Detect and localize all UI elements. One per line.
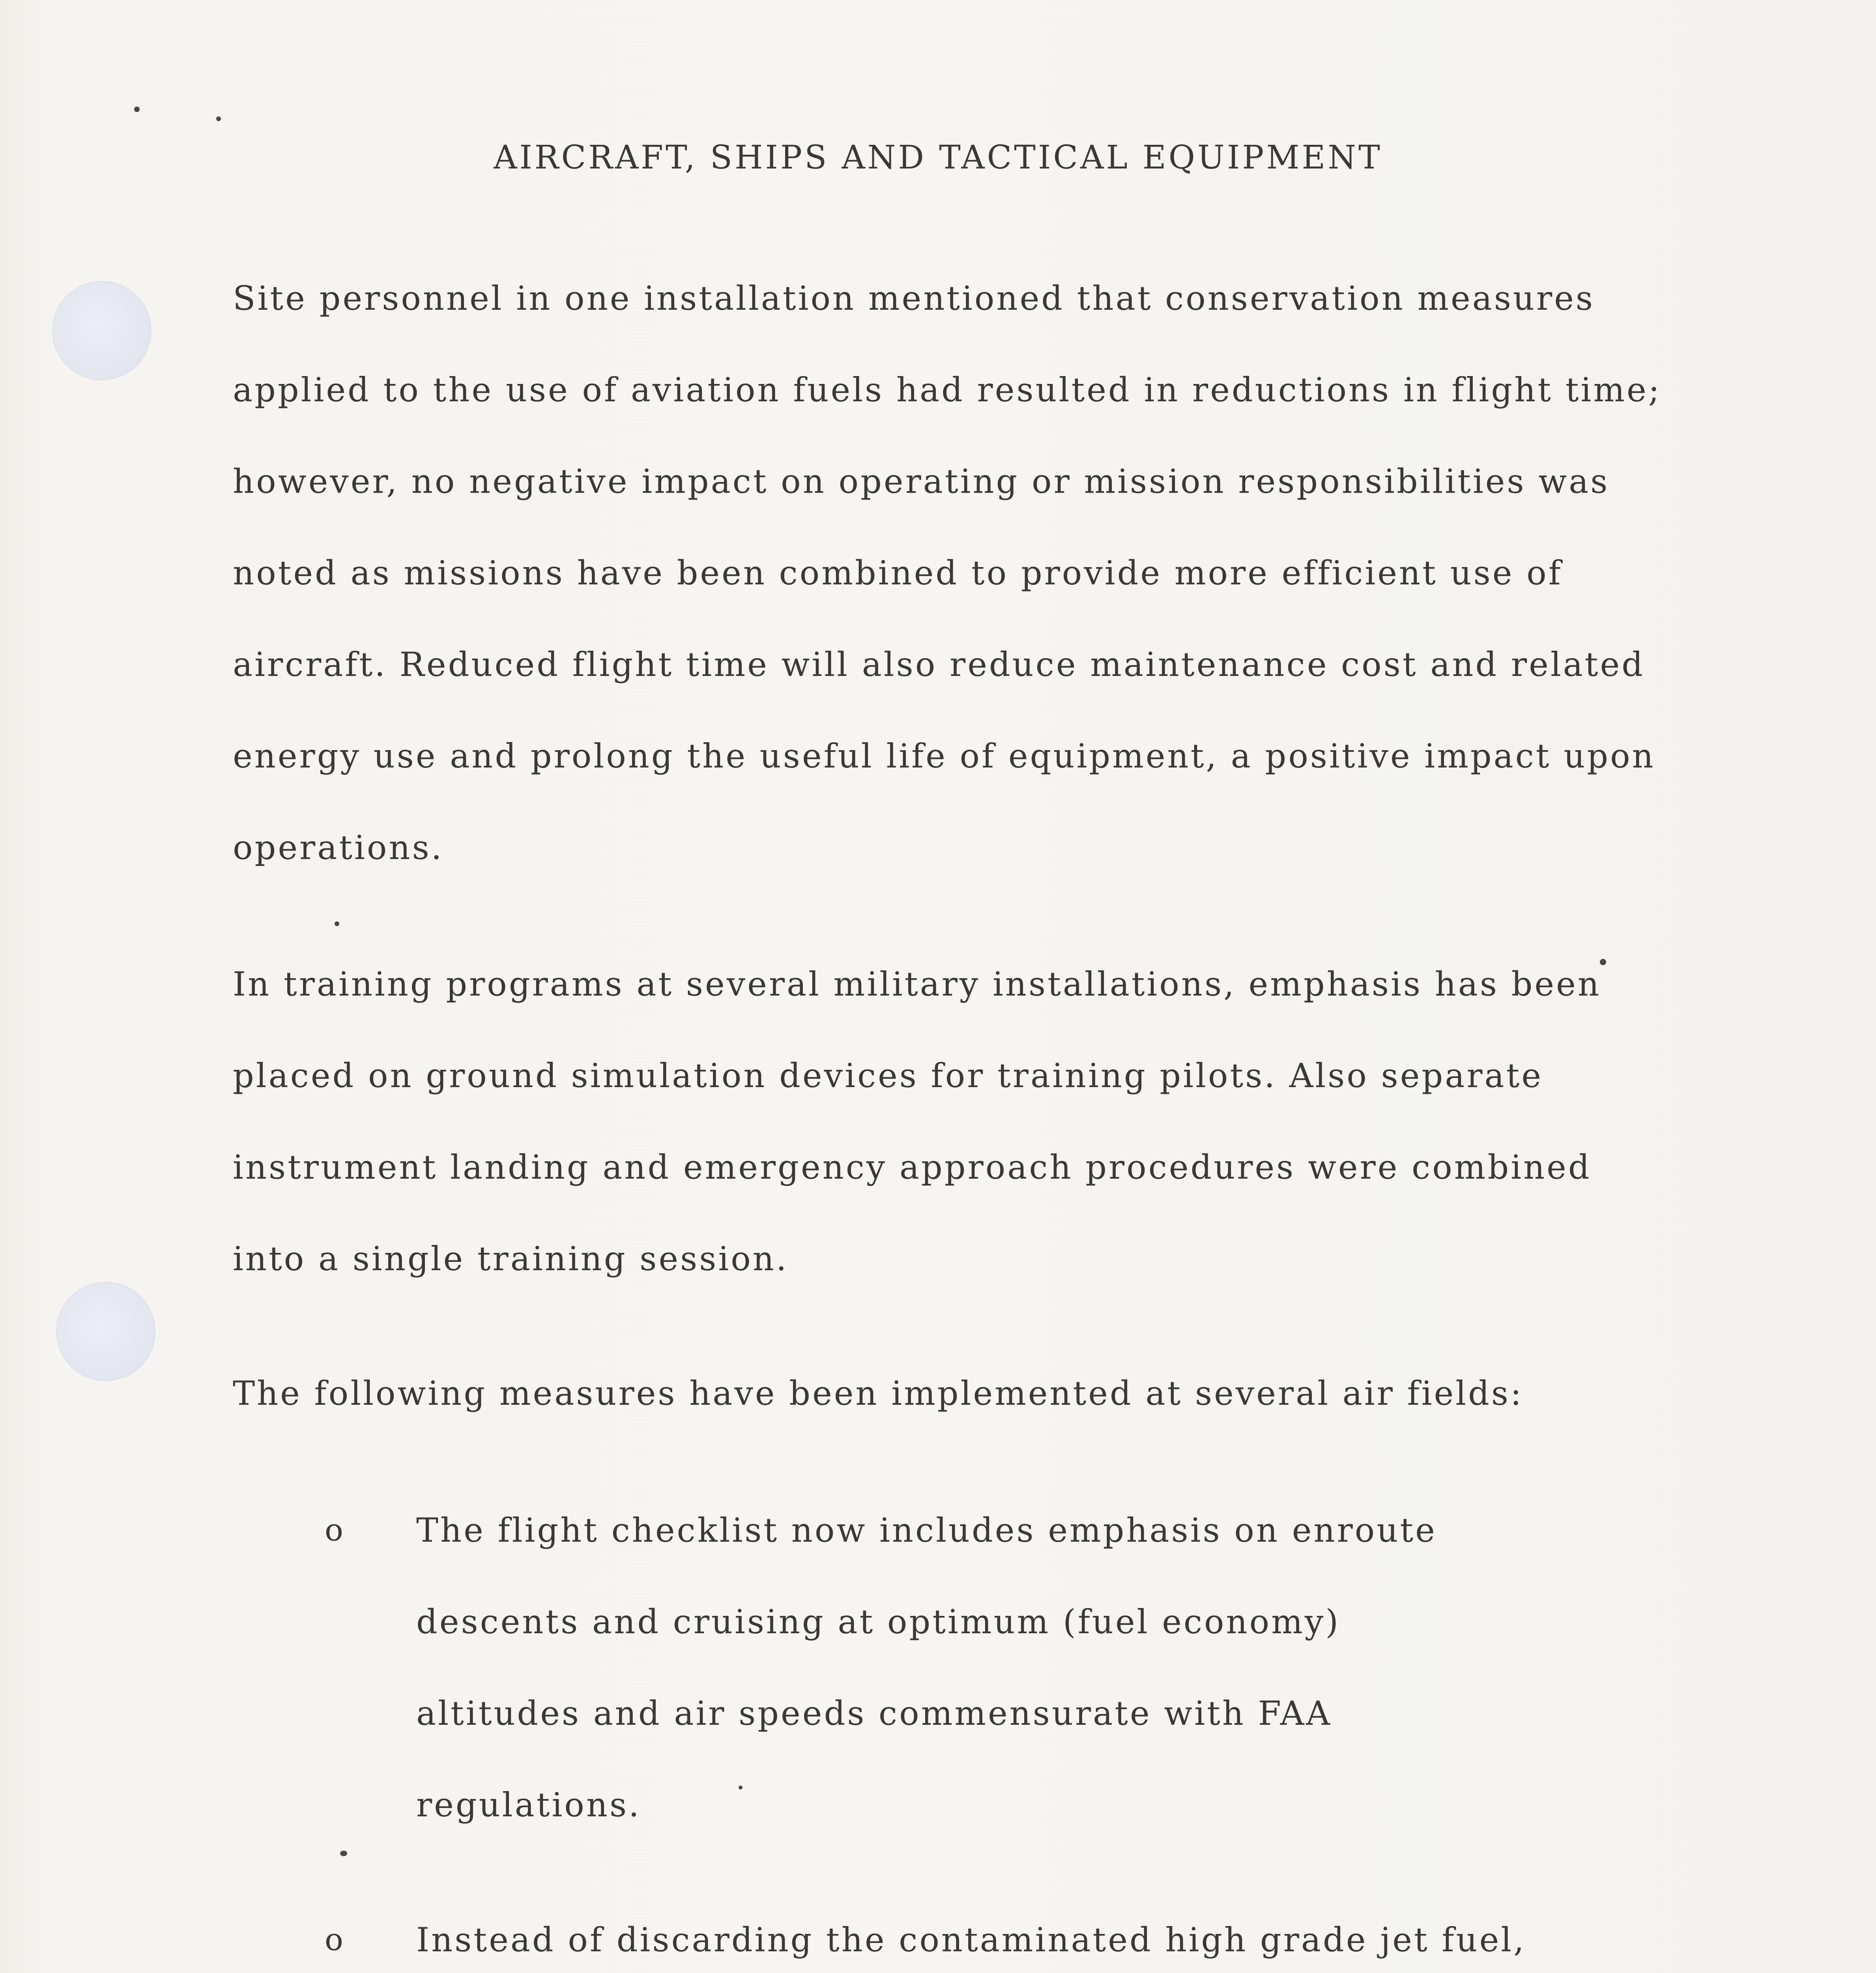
- page-title: AIRCRAFT, SHIPS AND TACTICAL EQUIPMENT: [494, 139, 1382, 176]
- speck: [335, 921, 339, 926]
- bullet-line: descents and cruising at optimum (fuel economy): [416, 1602, 1341, 1641]
- paragraph-line: Site personnel in one installation mentioned that conservation measures: [233, 279, 1595, 318]
- punch-hole-middle: [56, 1282, 155, 1381]
- speck: [216, 116, 221, 121]
- bullet-item-contaminated-fuel: [416, 1894, 1758, 1973]
- paragraph-line: applied to the use of aviation fuels had resulted in reductions in flight time;: [233, 371, 1662, 409]
- bullet-marker: o: [325, 1922, 343, 1958]
- paragraph-line: however, no negative impact on operating or mission responsibilities was: [233, 462, 1610, 501]
- bullet-marker: o: [325, 1513, 343, 1548]
- bullet-line: regulations.: [416, 1786, 641, 1824]
- paragraph-line: placed on ground simulation devices for training pilots. Also separate: [233, 1056, 1543, 1095]
- bullet-line: Instead of discarding the contaminated high grade jet fuel,: [416, 1921, 1526, 1959]
- paragraph-site-personnel: [233, 253, 1771, 893]
- bullet-line: altitudes and air speeds commensurate with FAA: [416, 1694, 1332, 1733]
- paragraph-line: operations.: [233, 828, 444, 867]
- punch-hole-top: [52, 281, 152, 380]
- paragraph-line: The following measures have been implemented at several air fields:: [233, 1374, 1524, 1413]
- paragraph-training-programs: [233, 938, 1771, 1305]
- paragraph-following-measures: [233, 1348, 1771, 1439]
- paragraph-line: energy use and prolong the useful life of equipment, a positive impact upon: [233, 737, 1655, 775]
- bullet-item-flight-checklist: [416, 1484, 1758, 1851]
- bullet-line: The flight checklist now includes emphasis on enroute: [416, 1511, 1437, 1550]
- paragraph-line: In training programs at several military installations, emphasis has been: [233, 965, 1601, 1003]
- paragraph-line: into a single training session.: [233, 1239, 789, 1278]
- paragraph-line: instrument landing and emergency approach procedures were combined: [233, 1148, 1592, 1187]
- paragraph-line: noted as missions have been combined to provide more efficient use of: [233, 554, 1563, 592]
- speck: [340, 1851, 347, 1856]
- paragraph-line: aircraft. Reduced flight time will also reduce maintenance cost and related: [233, 645, 1645, 684]
- speck: [134, 107, 140, 112]
